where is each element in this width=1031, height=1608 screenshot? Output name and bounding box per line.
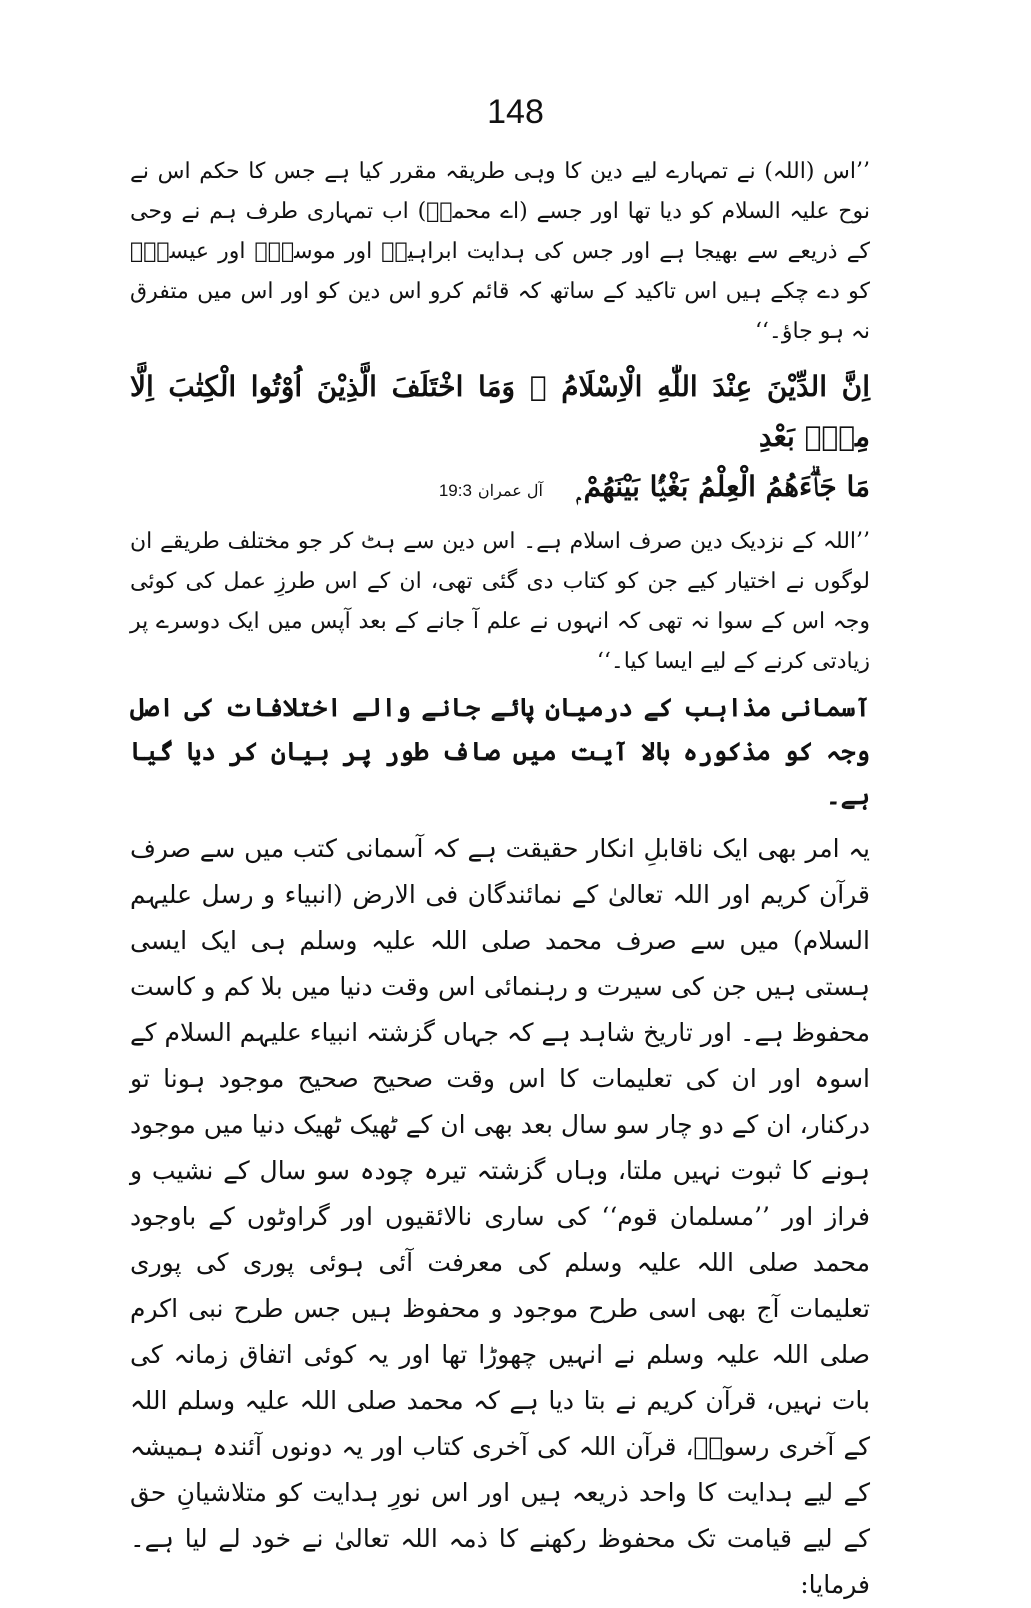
quote-translation-al-imran: ’’اللہ کے نزدیک دین صرف اسلام ہے۔ اس دین سے ہٹ کر جو مختلف طریقے ان لوگوں نے اختیار کیے جن کو کتاب دی گئی تھی، ان کے اس طرزِ عمل کی کوئی وجہ اس کے سوا نہ تھی کہ انہوں نے علم آ جانے کے بعد آپس میں ایک دوسرے پر زیادتی کرنے کے لیے ایسا کیا۔‘‘ [130,529,870,674]
verse-reference-number: 19:3 [438,481,472,500]
quote-translation-shura: ’’اس (اللہ) نے تمہارے لیے دین کا وہی طریقہ مقرر کیا ہے جس کا حکم اس نے نوح علیہ السلام کو دیا تھا اور جسے (اے محمدؐ) اب تمہاری طرف ہم نے وحی کے ذریعے سے بھیجا ہے اور جس کی ہدایت ابراہیمؑ اور موسیٰؑ اور عیسیٰؑ کو دے چکے ہیں اس تاکید کے ساتھ کہ قائم کرو اس دین کو اور اس میں متفرق نہ ہو جاؤ۔‘‘ [130,159,870,344]
verse-reference [439,481,543,500]
page-number: 148 [487,93,544,131]
quran-verse-line-1: اِنَّ الدِّيْنَ عِنْدَ اللّٰهِ الْاِسْلَامُ ۣ وَمَا اخْتَلَفَ الَّذِيْنَ اُوْتُوا الْكِتٰبَ اِلَّا مِنْۢ بَعْدِ [130,370,870,453]
highlight-paragraph: آسمانی مذاہب کے درمیان پائے جانے والے اختلافات کی اصل وجہ کو مذکورہ بالا آیت میں صاف طور پر بیان کر دیا گیا ہے۔ [130,693,870,810]
verse-reference-surah: آل عمران [477,481,543,500]
page-body [130,152,870,1608]
quran-verse [130,362,870,516]
quran-verse-line-2 [130,462,870,516]
main-paragraph: یہ امر بھی ایک ناقابلِ انکار حقیقت ہے کہ آسمانی کتب میں سے صرف قرآن کریم اور اللہ تعالیٰ کے نمائندگان فی الارض (انبیاء و رسل علیہم السلام) میں سے صرف محمد صلی اللہ علیہ وسلم ہی ایک ایسی ہستی ہیں جن کی سیرت و رہنمائی اس وقت دنیا میں بلا کم و کاست محفوظ ہے۔ اور تاریخ شاہد ہے کہ جہاں گزشتہ انبیاء علیہم السلام کے اسوہ اور ان کی تعلیمات کا اس وقت صحیح صحیح موجود ہونا تو درکنار، ان کے دو چار سو سال بعد بھی ان کے ٹھیک ٹھیک دنیا میں موجود ہونے کا ثبوت نہیں ملتا، وہاں گزشتہ تیرہ چودہ سو سال کے نشیب و فراز اور ’’مسلمان قوم‘‘ کی ساری نالائقیوں اور گراوٹوں کے باوجود محمد صلی اللہ علیہ وسلم کی معرفت آئی ہوئی پوری کی پوری تعلیمات آج بھی اسی طرح موجود و محفوظ ہیں جس طرح نبی اکرم صلی اللہ علیہ وسلم نے انہیں چھوڑا تھا اور یہ کوئی اتفاق زمانہ کی بات نہیں، قرآن کریم نے بتا دیا ہے کہ محمد صلی اللہ علیہ وسلم اللہ کے آخری رسولؐ، قرآن اللہ کی آخری کتاب اور یہ دونوں آئندہ ہمیشہ کے لیے ہدایت کا واحد ذریعہ ہیں اور اس نورِ ہدایت کو متلاشیانِ حق کے لیے قیامت تک محفوظ رکھنے کا ذمہ اللہ تعالیٰ نے خود لے لیا ہے۔ فرمایا: [130,834,870,1599]
quran-verse-line-2-text: مَا جَاۗءَھُمُ الْعِلْمُ بَغْيًۢا بَيْنَھُمْ ۭ [576,470,870,503]
